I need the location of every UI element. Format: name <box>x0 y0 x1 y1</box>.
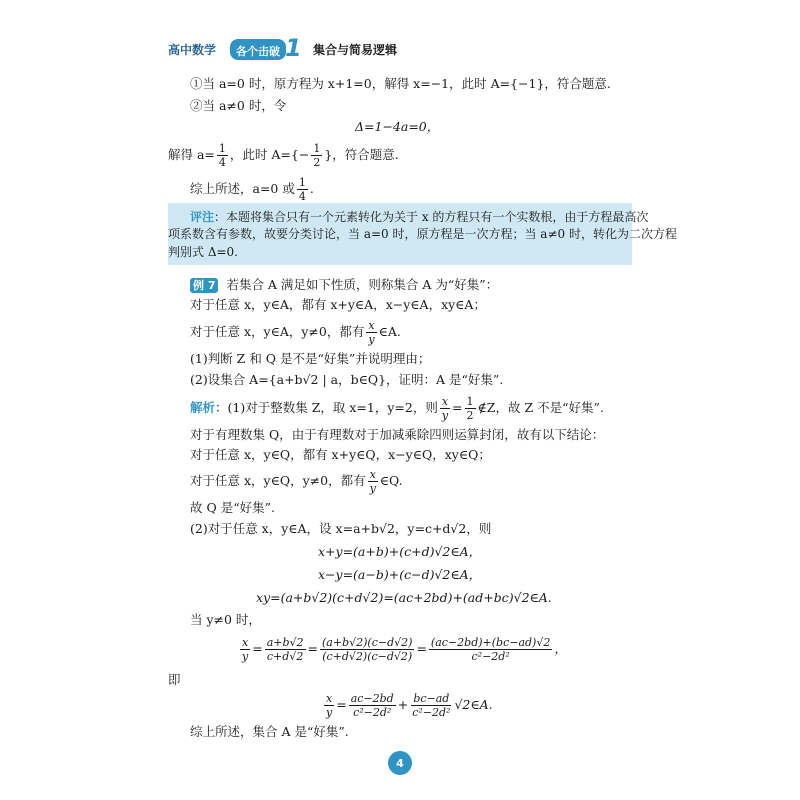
delta-equation: Δ=1−4a=0， <box>355 119 440 134</box>
header-series-badge <box>230 39 286 60</box>
p2-pre: 对于任意 x，y∈A，y≠0，都有 <box>190 324 365 339</box>
s1-pre: ：(1)对于整数集 Z，取 x=1，y=2，则 <box>215 400 438 415</box>
denominator: y <box>369 482 376 495</box>
solution-label: 解析 <box>190 400 216 415</box>
fraction <box>465 396 476 421</box>
numerator: 1 <box>466 395 474 408</box>
example-intro-line <box>190 277 498 294</box>
note-label: 评注 <box>190 210 215 224</box>
solve-mid: ，此时 A={− <box>229 147 310 162</box>
denominator: y <box>368 333 375 346</box>
example-intro: 若集合 A 满足如下性质，则称集合 A 为“好集”： <box>226 277 499 292</box>
case1-line: ①当 a=0 时，原方程为 x+1=0，解得 x=−1，此时 A={−1}，符合题意. <box>190 76 611 91</box>
fraction <box>349 693 396 718</box>
fraction <box>311 143 322 168</box>
fraction <box>324 693 334 718</box>
numerator: x <box>242 636 249 649</box>
solution-line1 <box>190 394 604 422</box>
solution-line5: 故 Q 是“好集”. <box>190 500 275 515</box>
header-volume: 1 <box>285 34 302 62</box>
fraction <box>410 693 452 718</box>
denominator: y <box>242 650 249 663</box>
denominator: 4 <box>298 190 306 203</box>
s1-post: ∉Z，故 Z 不是“好集”. <box>477 400 604 415</box>
fin-post: √2∈A. <box>454 697 493 712</box>
summary-line <box>190 175 314 203</box>
summary-pre: 综上所述，a=0 或 <box>190 181 295 196</box>
page-number: 4 <box>396 756 404 770</box>
header-subject: 高中数学 <box>168 43 217 57</box>
numerator: x <box>441 395 449 408</box>
denominator: y <box>326 706 333 719</box>
solution-line6: (2)对于任意 x，y∈A，设 x=a+b√2，y=c+d√2，则 <box>190 521 492 536</box>
final-fraction-equation: $\frac{x}{y}$ = $\frac{ac-2bd}{\text{c²−2d²}}$ + $\frac{bc-ad}{\text{c²−2d²}}$ √2∈A. <box>326 692 493 719</box>
fraction <box>440 396 450 421</box>
solution-line4 <box>190 467 403 495</box>
denominator: c+d√2 <box>266 650 304 663</box>
big-post: ， <box>554 641 567 656</box>
p2-post: ∈A. <box>378 324 401 339</box>
denominator: c²−2d² <box>412 706 451 719</box>
example-badge: 例 7 <box>190 278 218 293</box>
summary-post: . <box>309 181 314 196</box>
solution-line2: 对于有理数集 Q，由于有理数对于加减乘除四则运算封闭，故有以下结论： <box>190 427 605 442</box>
numerator: a+b√2 <box>266 636 304 649</box>
denominator: y <box>441 409 449 422</box>
fraction <box>265 637 306 662</box>
fraction <box>297 177 308 202</box>
note-text1: ：本题将集合只有一个元素转化为关于 x 的方程只有一个实数根，由于方程最高次 <box>214 210 649 224</box>
header-chapter: 集合与简易逻辑 <box>313 43 398 57</box>
numerator: (ac−2bd)+(bc−ad)√2 <box>430 636 551 649</box>
denominator: 4 <box>218 156 226 169</box>
fraction <box>368 469 378 494</box>
numerator: (a+b√2)(c−d√2) <box>322 636 413 649</box>
numerator: x <box>369 468 376 481</box>
solution-line7: 当 y≠0 时， <box>190 612 261 627</box>
s4-post: ∈Q. <box>379 473 403 488</box>
solution-line8: 即 <box>168 672 181 687</box>
example-p2 <box>190 318 401 346</box>
solve-line <box>168 141 399 169</box>
fraction <box>217 143 228 168</box>
numerator: 1 <box>218 142 226 155</box>
page-number-badge <box>388 751 412 775</box>
numerator: x <box>326 692 333 705</box>
example-p1: 对于任意 x，y∈A，都有 x+y∈A，x−y∈A，xy∈A； <box>190 297 486 312</box>
numerator: 1 <box>298 176 306 189</box>
denominator: 2 <box>466 409 474 422</box>
note-line2: 项系数含有参数，故要分类讨论，当 a=0 时，原方程是一次方程；当 a≠0 时，转化为二次方程 <box>168 227 677 241</box>
question-2: (2)设集合 A={a+b√2 | a，b∈Q}，证明：A 是“好集”. <box>190 372 504 387</box>
case2-line: ②当 a≠0 时，令 <box>190 98 287 113</box>
fraction <box>240 637 250 662</box>
conclusion-line: 综上所述，集合 A 是“好集”. <box>190 724 349 739</box>
fraction <box>320 637 414 662</box>
numerator: x <box>368 319 375 332</box>
header-series: 各个击破 <box>236 45 280 58</box>
solve-post: }，符合题意. <box>324 147 399 162</box>
equation-product: xy=(a+b√2)(c+d√2)=(ac+2bd)+(ad+bc)√2∈A. <box>256 590 552 605</box>
fraction <box>366 320 376 345</box>
denominator: 2 <box>313 156 321 169</box>
solve-pre: 解得 a= <box>168 147 215 162</box>
denominator: c²−2d² <box>471 650 510 663</box>
solution-line3: 对于任意 x，y∈Q，都有 x+y∈Q，x−y∈Q，xy∈Q； <box>190 447 491 462</box>
question-1: (1)判断 Z 和 Q 是不是“好集”并说明理由； <box>190 351 431 366</box>
numerator: 1 <box>313 142 321 155</box>
numerator: bc−ad <box>413 692 450 705</box>
fraction <box>429 637 552 662</box>
note-line3: 判别式 Δ=0. <box>168 245 238 259</box>
note-line1 <box>190 209 648 225</box>
denominator: (c+d√2)(c−d√2) <box>322 650 413 663</box>
s4-pre: 对于任意 x，y∈Q，y≠0，都有 <box>190 473 366 488</box>
s1-eq: = <box>452 400 463 415</box>
fin-plus: + <box>397 697 409 712</box>
equation-diff: x−y=(a−b)+(c−d)√2∈A， <box>318 567 482 582</box>
big-fraction-equation: $\frac{x}{y}$ = $\frac{a+b√2}{c+d√2}$ = $\frac{(a+b√2)(c-d√2)}{(c+d√2)(c-d√2)}$ = $\frac{(ac-2bd)+(bc-ad)√2}{\text{c²−2d²}}$ ， <box>242 636 567 663</box>
denominator: c²−2d² <box>353 706 392 719</box>
equation-sum: x+y=(a+b)+(c+d)√2∈A， <box>318 544 482 559</box>
numerator: ac−2bd <box>350 692 394 705</box>
